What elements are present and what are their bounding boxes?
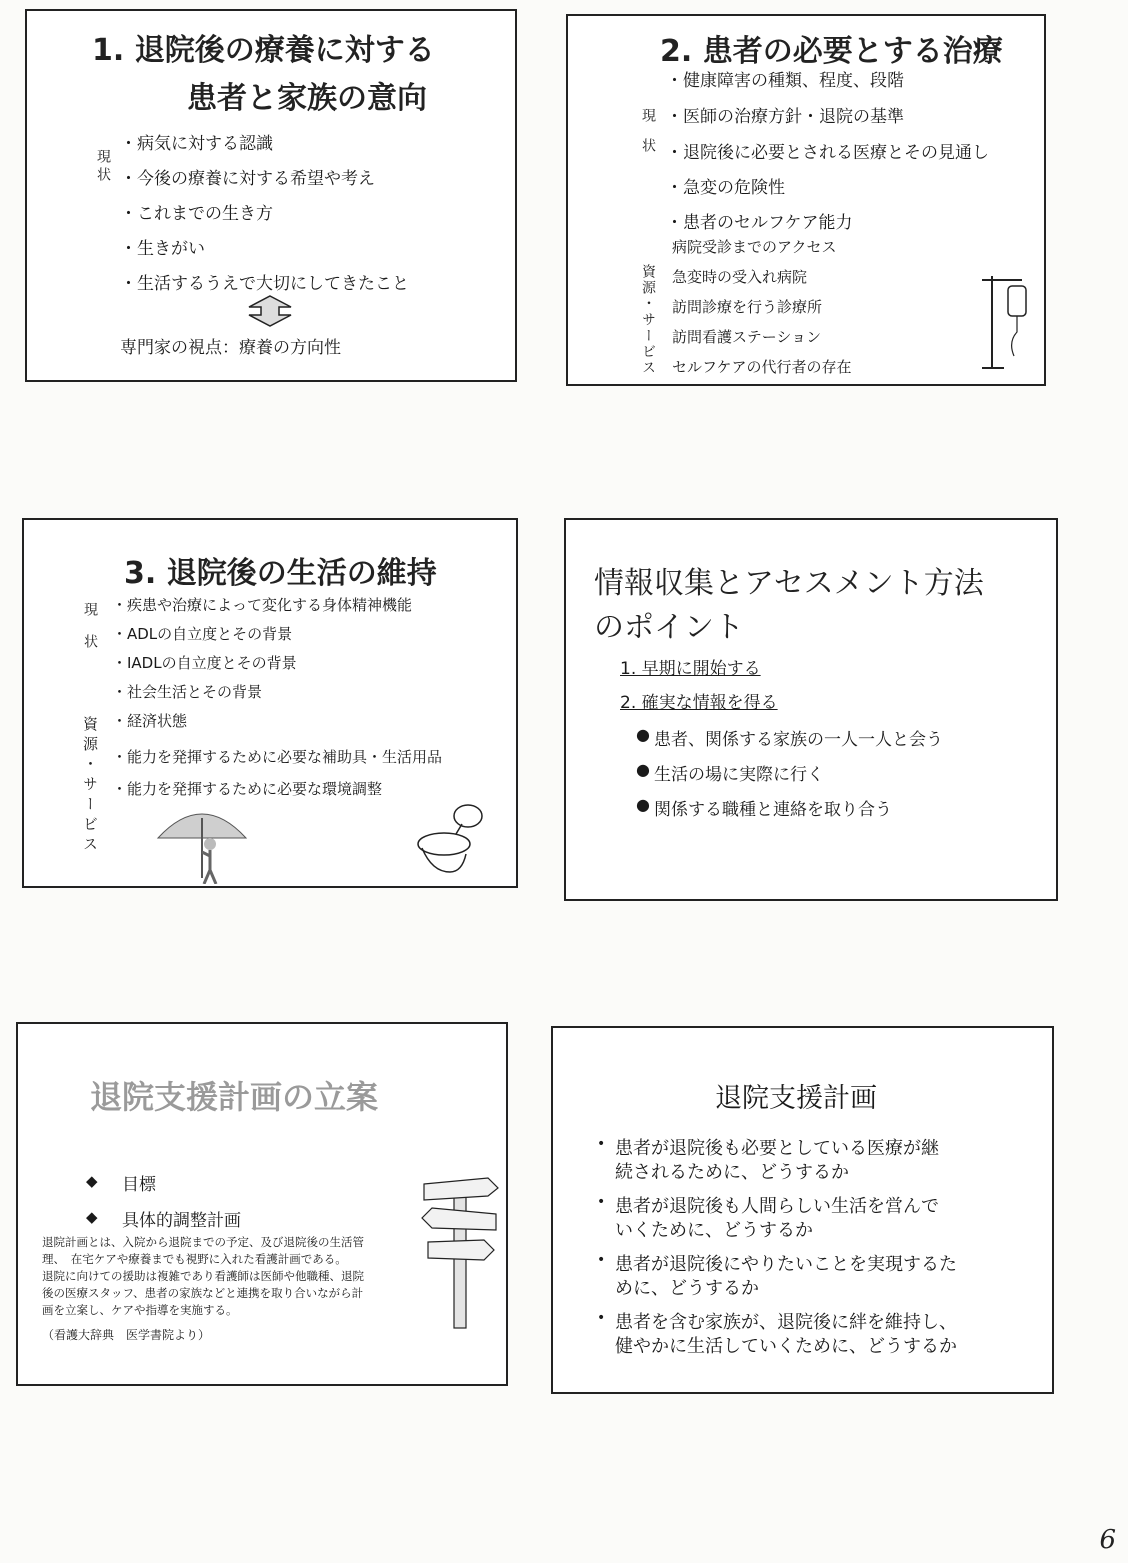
slide-5-title: 退院支援計画の立案 [90, 1078, 379, 1116]
slide-5-definition-line: 退院計画とは、入院から退院までの予定、及び退院後の生活管 [42, 1235, 364, 1249]
slide-1-title-line1: 1. 退院後の療養に対する [92, 33, 435, 68]
slide-4-title-line2: のポイント [594, 610, 744, 645]
slide-5 [16, 1022, 508, 1386]
slide-4-bullet-dot: ● [636, 795, 650, 814]
slide-2-current-item: ・医師の治療方針・退院の基準 [666, 107, 904, 127]
slide-4-bullet: 関係する職種と連絡を取り合う [654, 800, 892, 820]
slide-6-bullet-dot: • [597, 1310, 606, 1326]
slide-3-item: ・ADLの自立度とその背景 [112, 625, 293, 643]
slide-2-resource-item: セルフケアの代行者の存在 [672, 358, 852, 376]
iv-drip-stand-icon [978, 272, 1038, 372]
slide-3-item: ・能力を発揮するために必要な環境調整 [112, 780, 383, 798]
slide-6-bullet-dot: • [597, 1194, 606, 1210]
slide-3-title: 3. 退院後の生活の維持 [124, 556, 437, 591]
slide-6-bullet-line: 患者が退院後も必要としている医療が継 [615, 1138, 939, 1159]
slide-1-item: ・これまでの生き方 [120, 204, 273, 224]
slide-4-bullet: 生活の場に実際に行く [654, 765, 824, 785]
slide-1-item: ・病気に対する認識 [120, 134, 273, 154]
slide-6-bullet-dot: • [597, 1136, 606, 1152]
slide-5-definition-line: 後の医療スタッフ、患者の家族などと連携を取り合いながら計 [42, 1286, 364, 1300]
slide-1-title-line2: 患者と家族の意向 [187, 81, 427, 116]
slide-3-item: ・能力を発揮するために必要な補助具・生活用品 [112, 748, 443, 766]
slide-3-item: ・疾患や治療によって変化する身体精神機能 [112, 596, 413, 614]
slide-6-bullet-line: いくために、どうするか [615, 1220, 813, 1241]
toilet-icon [410, 800, 490, 876]
slide-1 [25, 9, 517, 382]
slide-6-bullet-line: 健やかに生活していくために、どうするか [615, 1336, 957, 1357]
slide-2-current-item: ・健康障害の種類、程度、段階 [666, 71, 904, 91]
slide-6-bullet-line: 患者が退院後にやりたいことを実現するた [615, 1254, 957, 1275]
slide-2-label-resources: 資源・サービス [640, 264, 656, 376]
slide-1-side-label: 現状 [95, 149, 111, 185]
slide-6 [551, 1026, 1054, 1394]
slide-1-item: ・今後の療養に対する希望や考え [120, 169, 375, 189]
slide-6-bullet-line: 患者を含む家族が、退院後に絆を維持し、 [615, 1312, 957, 1333]
slide-3-item: ・IADLの自立度とその背景 [112, 654, 297, 672]
slide-6-title: 退院支援計画 [715, 1083, 877, 1114]
double-arrow-icon [245, 295, 295, 327]
slide-5-definition-line: 退院に向けての援助は複雑であり看護師は医師や他職種、退院 [42, 1269, 364, 1283]
page-number: 6 [1099, 1525, 1116, 1555]
slide-2-resource-item: 病院受診までのアクセス [672, 238, 837, 256]
slide-6-bullet-line: めに、どうするか [615, 1278, 759, 1299]
slide-3-label-current: 現状 [82, 602, 98, 666]
slide-2 [566, 14, 1046, 386]
slide-2-resource-item: 訪問診療を行う診療所 [672, 298, 823, 316]
slide-4-bullet: 患者、関係する家族の一人一人と会う [654, 730, 943, 750]
slide-6-bullet-dot: • [597, 1252, 606, 1268]
slide-5-item: 具体的調整計画 [122, 1211, 241, 1231]
slide-4-bullet-dot: ● [636, 725, 650, 744]
slide-6-bullet-line: 続されるために、どうするか [615, 1162, 849, 1183]
slide-2-current-item: ・急変の危険性 [666, 178, 785, 198]
slide-1-item: ・生きがい [120, 239, 205, 259]
signpost-icon [418, 1170, 502, 1330]
slide-2-title: 2. 患者の必要とする治療 [660, 34, 1003, 69]
slide-5-definition-line: 理、 在宅ケアや療養までも視野に入れた看護計画である。 [42, 1252, 347, 1266]
slide-4-point: 1. 早期に開始する [620, 659, 761, 679]
slide-2-current-item: ・退院後に必要とされる医療とその見通し [666, 143, 989, 163]
diamond-bullet-icon: ◆ [86, 1208, 98, 1226]
slide-4-title-line1: 情報収集とアセスメント方法 [594, 566, 984, 601]
slide-4-bullet-dot: ● [636, 760, 650, 779]
slide-6-bullet-line: 患者が退院後も人間らしい生活を営んで [615, 1196, 939, 1217]
slide-4-point: 2. 確実な情報を得る [620, 693, 778, 713]
slide-2-resource-item: 急変時の受入れ病院 [672, 268, 808, 286]
slide-3-label-resources: 資源・サービス [81, 716, 99, 856]
person-with-umbrella-icon [152, 798, 252, 884]
slide-1-item: ・生活するうえで大切にしてきたこと [120, 274, 409, 294]
slide-4 [564, 518, 1058, 901]
slide-2-resource-item: 訪問看護ステーション [672, 328, 822, 346]
slide-2-label-current: 現状 [640, 108, 656, 168]
slide-5-definition-line: 画を立案し、ケアや指導を実施する。 [42, 1303, 238, 1317]
slide-5-source: （看護大辞典 医学書院より） [42, 1328, 211, 1342]
slide-3-item: ・経済状態 [112, 712, 188, 730]
slide-3-item: ・社会生活とその背景 [112, 683, 263, 701]
slide-2-current-item: ・患者のセルフケア能力 [666, 213, 853, 233]
slide-1-footer: 専門家の視点：療養の方向性 [120, 338, 341, 358]
slide-5-item: 目標 [122, 1175, 156, 1195]
slide-3 [22, 518, 518, 888]
diamond-bullet-icon: ◆ [86, 1172, 98, 1190]
